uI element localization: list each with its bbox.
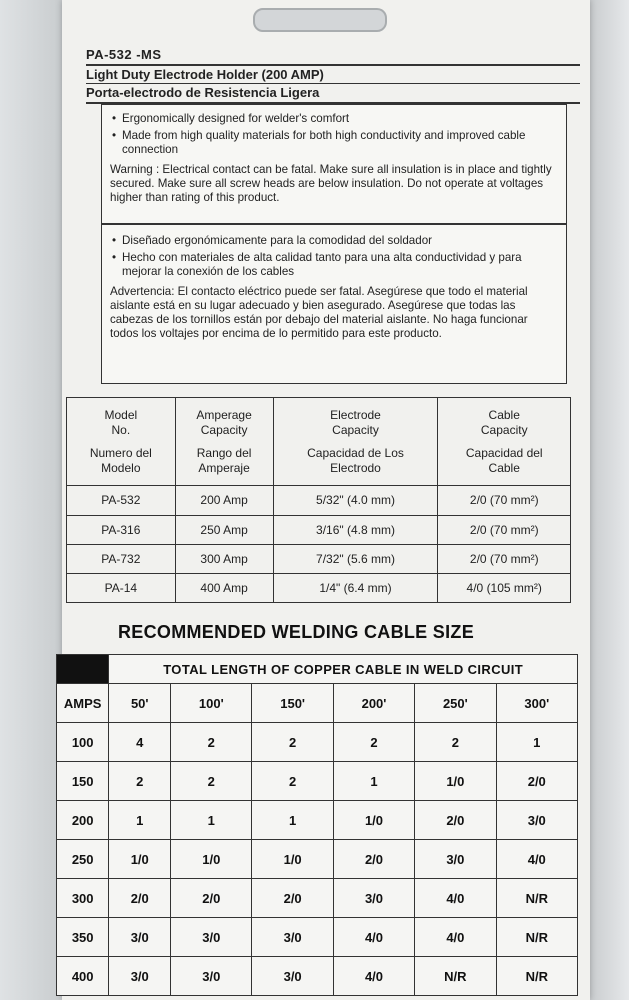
cable-row	[57, 918, 578, 957]
cable-size: 1	[109, 801, 171, 840]
spanish-bullets	[110, 234, 558, 279]
cable-size: 3/0	[333, 879, 414, 918]
cable-size: 2	[109, 762, 171, 801]
cable-size: 1/0	[252, 840, 333, 879]
spec-cable: 2/0 (70 mm²)	[438, 515, 571, 544]
cable-size: 2	[415, 723, 496, 762]
cable-size: 3/0	[415, 840, 496, 879]
cable-size: 2/0	[171, 879, 252, 918]
length-header: 100'	[171, 684, 252, 723]
cable-size: 4/0	[415, 918, 496, 957]
amps-value: 400	[57, 957, 109, 996]
bullet-item: • Ergonomically designed for welder's comfort	[122, 112, 558, 126]
spec-amp: 250 Amp	[175, 515, 273, 544]
cable-size: N/R	[496, 918, 577, 957]
cable-size: N/R	[496, 879, 577, 918]
spec-electrode: 5/32" (4.0 mm)	[273, 486, 438, 515]
cable-row	[57, 957, 578, 996]
cable-row	[57, 840, 578, 879]
bullet-item: • Hecho con materiales de alta calidad tanto para una alta conductividad y para mejorar la conexión de los cables	[122, 251, 558, 279]
spec-model: PA-532	[67, 486, 176, 515]
amps-value: 100	[57, 723, 109, 762]
cable-size: 3/0	[171, 918, 252, 957]
header-model: Model No. Numero del Modelo	[67, 398, 176, 486]
spec-electrode: 1/4" (6.4 mm)	[273, 573, 438, 602]
spec-header-row	[67, 398, 571, 486]
cable-size: 1/0	[333, 801, 414, 840]
length-header: 150'	[252, 684, 333, 723]
cable-size: 4/0	[333, 918, 414, 957]
product-header	[86, 47, 580, 104]
cable-size: 1/0	[109, 840, 171, 879]
cable-size: 3/0	[252, 918, 333, 957]
cable-size: 2	[252, 723, 333, 762]
amps-header: AMPS	[57, 684, 109, 723]
cable-size: N/R	[415, 957, 496, 996]
amps-value: 300	[57, 879, 109, 918]
cable-size: 2	[333, 723, 414, 762]
cable-subtitle: TOTAL LENGTH OF COPPER CABLE IN WELD CIRCUIT	[109, 655, 578, 684]
cable-size: 2/0	[415, 801, 496, 840]
bullet-item: • Made from high quality materials for both high conductivity and improved cable connection	[122, 129, 558, 157]
length-header: 250'	[415, 684, 496, 723]
amps-value: 350	[57, 918, 109, 957]
cable-row	[57, 762, 578, 801]
amps-value: 250	[57, 840, 109, 879]
cable-size: 3/0	[496, 801, 577, 840]
cable-size: 4/0	[415, 879, 496, 918]
amps-value: 200	[57, 801, 109, 840]
spec-row	[67, 544, 571, 573]
cable-subtitle-row	[57, 655, 578, 684]
title-english: Light Duty Electrode Holder (200 AMP)	[86, 64, 580, 84]
cable-size: N/R	[496, 957, 577, 996]
cable-size: 1	[252, 801, 333, 840]
cable-size: 2	[171, 723, 252, 762]
spec-cable: 2/0 (70 mm²)	[438, 486, 571, 515]
hang-tab-hole	[253, 8, 387, 32]
spanish-info-box	[101, 224, 567, 384]
cable-size: 2/0	[496, 762, 577, 801]
header-electrode: Electrode Capacity Capacidad de Los Electrodo	[273, 398, 438, 486]
spec-amp: 400 Amp	[175, 573, 273, 602]
cable-size: 4/0	[496, 840, 577, 879]
length-header: 200'	[333, 684, 414, 723]
cable-size: 2	[171, 762, 252, 801]
spec-model: PA-14	[67, 573, 176, 602]
cable-size: 3/0	[171, 957, 252, 996]
cable-size: 1	[496, 723, 577, 762]
amps-value: 150	[57, 762, 109, 801]
spec-model: PA-732	[67, 544, 176, 573]
cable-size: 2/0	[333, 840, 414, 879]
spec-electrode: 7/32" (5.6 mm)	[273, 544, 438, 573]
length-header: 50'	[109, 684, 171, 723]
cable-size: 4/0	[333, 957, 414, 996]
cable-size: 2/0	[109, 879, 171, 918]
black-corner-block	[57, 655, 109, 684]
cable-size: 1	[333, 762, 414, 801]
spec-cable: 4/0 (105 mm²)	[438, 573, 571, 602]
spec-row	[67, 573, 571, 602]
spec-amp: 200 Amp	[175, 486, 273, 515]
cable-row	[57, 801, 578, 840]
length-header: 300'	[496, 684, 577, 723]
cable-size: 3/0	[109, 957, 171, 996]
welding-cable-table	[56, 654, 578, 996]
cable-size: 1/0	[415, 762, 496, 801]
cable-size: 4	[109, 723, 171, 762]
title-spanish: Porta-electrodo de Resistencia Ligera	[86, 84, 580, 104]
english-warning: Warning : Electrical contact can be fatal. Make sure all insulation is in place and tightly secured. Make sure all screw heads are below insulation. Do not operate at voltages higher than rating of this product.	[110, 163, 552, 204]
cable-size: 2/0	[252, 879, 333, 918]
electrode-spec-table	[66, 397, 571, 603]
cable-size: 2	[252, 762, 333, 801]
english-bullets	[110, 112, 558, 157]
bullet-item: • Diseñado ergonómicamente para la comodidad del soldador	[122, 234, 558, 248]
cable-size: 3/0	[252, 957, 333, 996]
header-cable: Cable Capacity Capacidad del Cable	[438, 398, 571, 486]
background-right	[589, 0, 629, 1000]
header-amperage: Amperage Capacity Rango del Amperaje	[175, 398, 273, 486]
english-info-box	[101, 104, 567, 224]
spec-amp: 300 Amp	[175, 544, 273, 573]
spec-model: PA-316	[67, 515, 176, 544]
spanish-warning: Advertencia: El contacto eléctrico puede ser fatal. Asegúrese que todo el material aislante está en su lugar adecuado y bien asegurado. Asegúrese que todas las cabezas de los tornillos están por debajo del material aislante. No haga funcionar todos los voltajes por encima de lo permitido para este producto.	[110, 285, 528, 340]
cable-row	[57, 879, 578, 918]
cable-size-title: RECOMMENDED WELDING CABLE SIZE	[118, 622, 475, 642]
cable-row	[57, 723, 578, 762]
spec-row	[67, 486, 571, 515]
spec-electrode: 3/16" (4.8 mm)	[273, 515, 438, 544]
cable-size: 3/0	[109, 918, 171, 957]
cable-length-header-row	[57, 684, 578, 723]
model-number: PA-532 -MS	[86, 47, 162, 62]
spec-row	[67, 515, 571, 544]
cable-size: 1	[171, 801, 252, 840]
cable-size: 1/0	[171, 840, 252, 879]
spec-cable: 2/0 (70 mm²)	[438, 544, 571, 573]
